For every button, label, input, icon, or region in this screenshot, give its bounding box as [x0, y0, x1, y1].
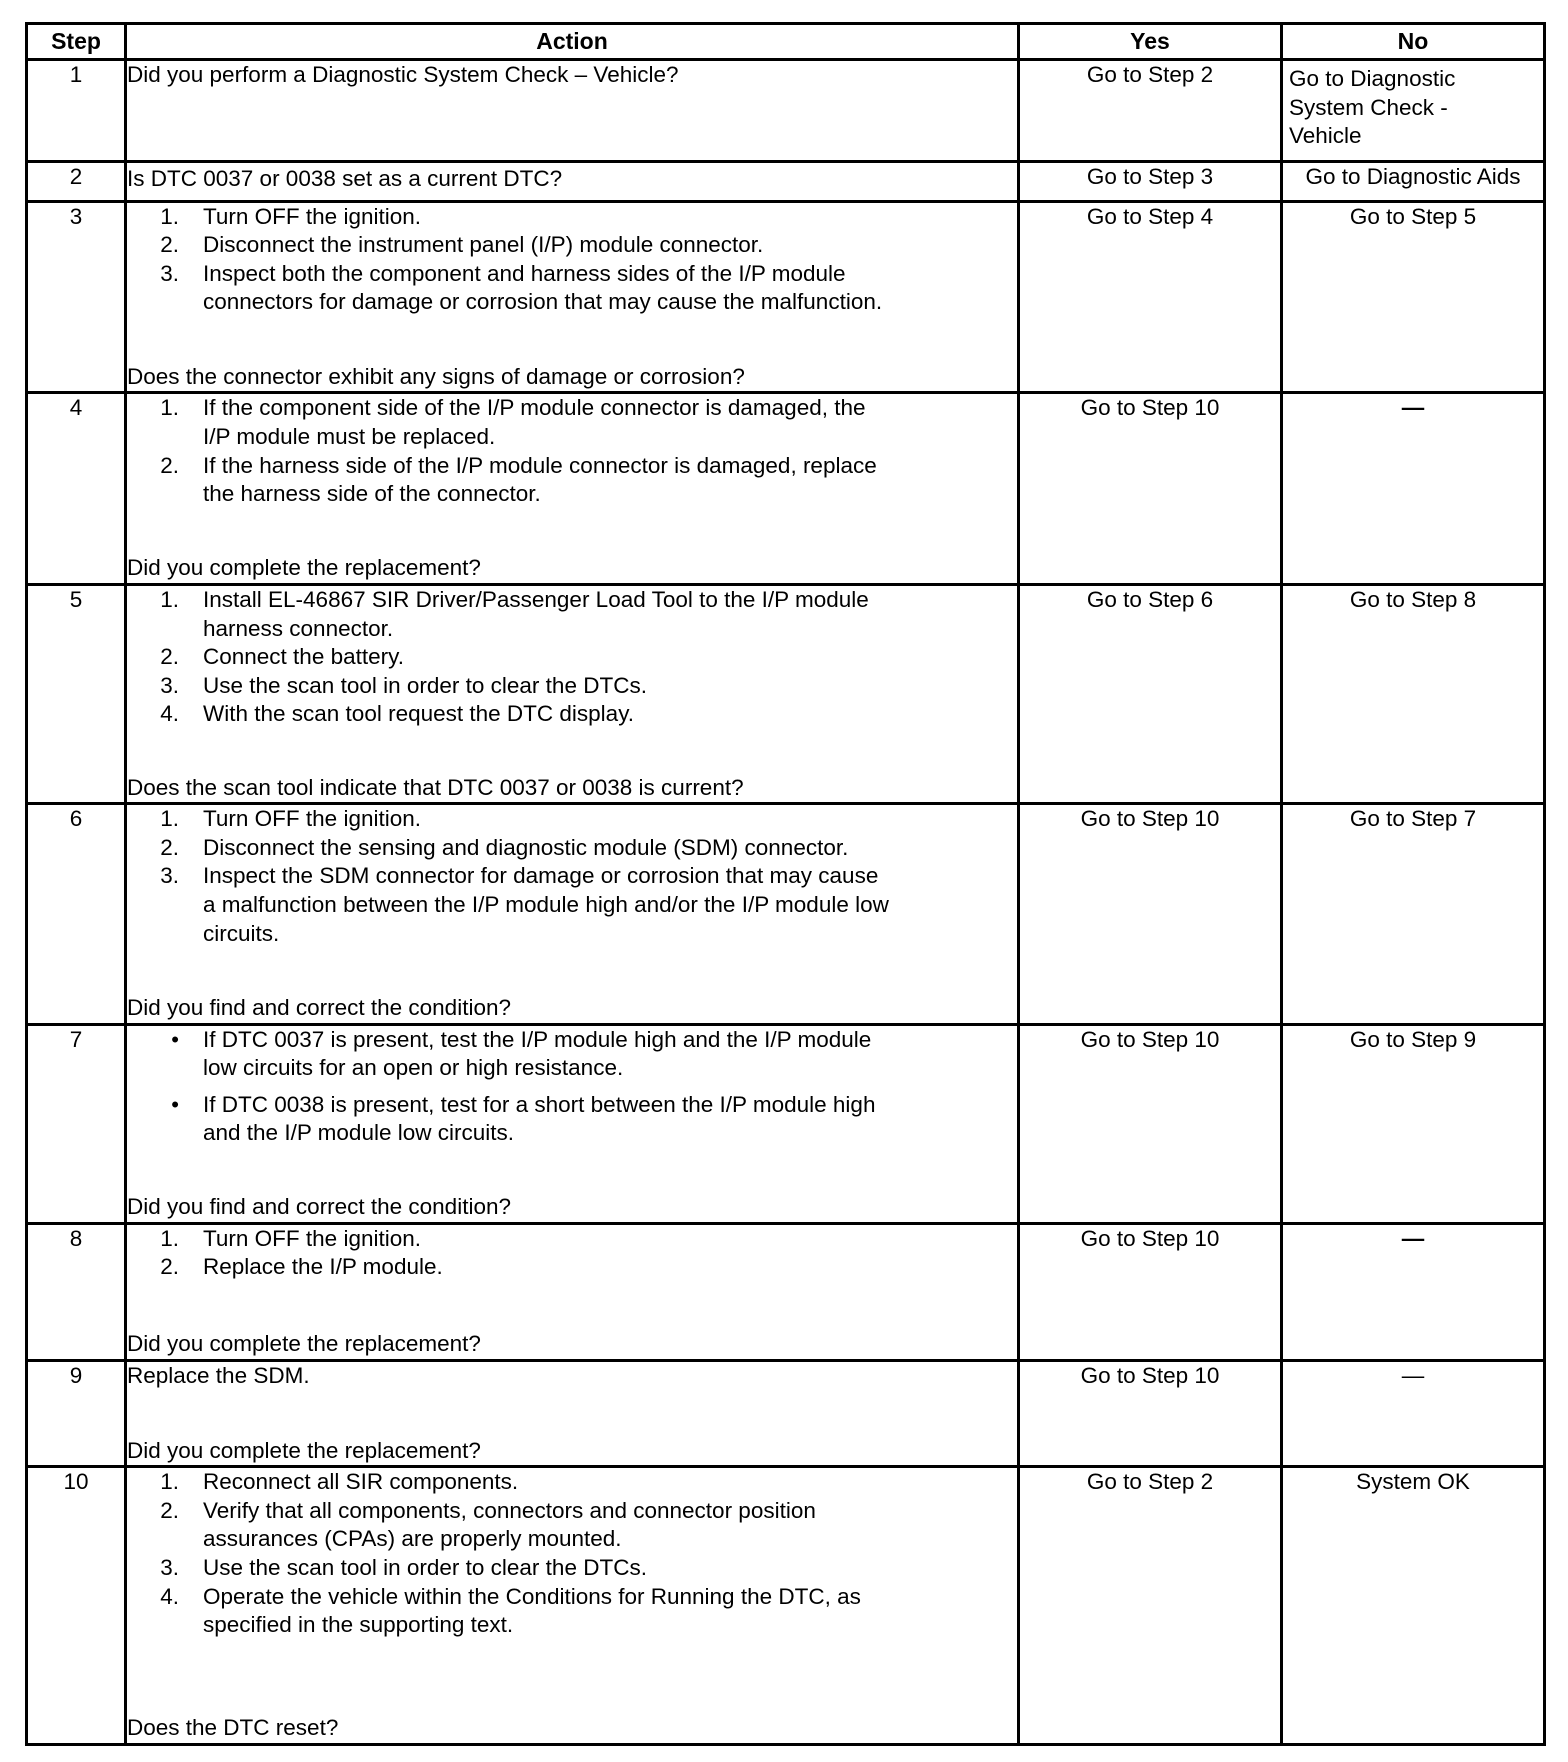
yes-cell: Go to Step 10: [1019, 1024, 1282, 1223]
action-question: Is DTC 0037 or 0038 set as a current DTC?: [127, 166, 563, 192]
header-no: No: [1282, 24, 1545, 60]
step-number: 7: [27, 1024, 126, 1223]
instruction-list: [127, 1468, 1017, 1639]
no-dash: —: [1282, 1223, 1545, 1360]
table-row: [27, 1223, 1545, 1360]
table-row: [27, 1467, 1545, 1745]
list-item: 1. Install EL-46867 SIR Driver/Passenger Load Tool to the I/P module harness connector.: [160, 587, 869, 641]
yes-cell: Go to Step 10: [1019, 393, 1282, 585]
list-item: • If DTC 0037 is present, test the I/P module high and the I/P module low circuits for an open or high resistance.: [171, 1026, 872, 1081]
action-cell: [126, 162, 1019, 202]
step-number: 1: [27, 60, 126, 162]
yes-cell: Go to Step 4: [1019, 201, 1282, 393]
list-item: 1. If the component side of the I/P module connector is damaged, the I/P module must be replaced.: [160, 395, 866, 449]
no-line: Vehicle: [1289, 123, 1362, 149]
list-item: 1. Turn OFF the ignition.: [160, 806, 422, 832]
instruction-list: [127, 203, 1017, 317]
table-row: [27, 804, 1545, 1024]
list-item: 2. Verify that all components, connectors and connector position assurances (CPAs) are properly mounted.: [160, 1497, 816, 1552]
no-dash: —: [1282, 393, 1545, 585]
no-cell: System OK: [1282, 1467, 1545, 1745]
table-row: [27, 201, 1545, 393]
list-item: 3. Use the scan tool in order to clear the DTCs.: [160, 672, 647, 698]
list-item: 1. Turn OFF the ignition.: [160, 203, 422, 229]
yes-cell: Go to Step 10: [1019, 1360, 1282, 1467]
header-action: Action: [126, 24, 1019, 60]
yes-cell: Go to Step 10: [1019, 1223, 1282, 1360]
header-row: [27, 24, 1545, 60]
step-number: 2: [27, 162, 126, 202]
action-cell: [126, 1024, 1019, 1223]
list-item: 2. If the harness side of the I/P module connector is damaged, replace the harness side of the connector.: [160, 452, 877, 507]
table-row: [27, 1024, 1545, 1223]
list-item: 3. Inspect the SDM connector for damage or corrosion that may cause a malfunction between the I/P module high and/or the I/P module low circuits.: [160, 863, 889, 946]
list-item: 2. Replace the I/P module.: [160, 1254, 443, 1280]
action-cell: [126, 1467, 1019, 1745]
step-number: 8: [27, 1223, 126, 1360]
action-question: Does the DTC reset?: [127, 1715, 339, 1741]
action-cell: [126, 393, 1019, 585]
yes-cell: Go to Step 6: [1019, 585, 1282, 804]
list-item: 2. Connect the battery.: [160, 644, 404, 670]
instruction-list: [127, 586, 1017, 729]
action-question: Did you complete the replacement?: [127, 1437, 481, 1463]
yes-cell: Go to Step 10: [1019, 804, 1282, 1024]
action-cell: [126, 201, 1019, 393]
list-item: 4. Operate the vehicle within the Conditions for Running the DTC, as specified in the supporting text.: [160, 1583, 861, 1638]
action-question: Did you perform a Diagnostic System Check – Vehicle?: [127, 62, 679, 87]
list-item: 1. Reconnect all SIR components.: [160, 1469, 519, 1495]
action-question: Did you find and correct the condition?: [127, 1194, 511, 1220]
no-line: Go to Diagnostic: [1289, 66, 1456, 91]
instruction-list: [127, 1225, 1017, 1282]
step-number: 6: [27, 804, 126, 1024]
step-number: 4: [27, 393, 126, 585]
list-item: 3. Inspect both the component and harness sides of the I/P module connectors for damage or corrosion that may cause the malfunction.: [160, 260, 883, 315]
instruction-list: [127, 394, 1017, 508]
header-step: Step: [27, 24, 126, 60]
table-row: [27, 60, 1545, 162]
table-row: [27, 162, 1545, 202]
action-cell: [126, 585, 1019, 804]
action-instruction: Replace the SDM.: [127, 1362, 310, 1388]
table-row: [27, 585, 1545, 804]
action-question: Does the scan tool indicate that DTC 0037 or 0038 is current?: [127, 774, 744, 800]
table-row: [27, 1360, 1545, 1467]
instruction-list: [127, 1026, 1017, 1156]
step-number: 10: [27, 1467, 126, 1745]
no-cell: Go to Step 9: [1282, 1024, 1545, 1223]
no-cell: Go to Step 5: [1282, 201, 1545, 393]
list-item: 4. With the scan tool request the DTC display.: [160, 701, 635, 727]
table-row: [27, 393, 1545, 585]
no-cell: Go to Diagnostic Aids: [1282, 162, 1545, 202]
action-cell: [126, 1360, 1019, 1467]
yes-cell: Go to Step 3: [1019, 162, 1282, 202]
action-question: Did you find and correct the condition?: [127, 994, 511, 1020]
list-item: • If DTC 0038 is present, test for a short between the I/P module high and the I/P module low circuits.: [171, 1091, 876, 1146]
list-item: 2. Disconnect the sensing and diagnostic module (SDM) connector.: [160, 834, 849, 860]
action-question: Did you complete the replacement?: [127, 1330, 481, 1356]
header-yes: Yes: [1019, 24, 1282, 60]
no-line: System Check -: [1289, 94, 1448, 120]
list-item: 1. Turn OFF the ignition.: [160, 1225, 422, 1251]
action-cell: [126, 804, 1019, 1024]
action-cell: [126, 1223, 1019, 1360]
no-cell: Go to Step 8: [1282, 585, 1545, 804]
step-number: 3: [27, 201, 126, 393]
list-item: 3. Use the scan tool in order to clear the DTCs.: [160, 1555, 647, 1581]
no-cell: Go to Step 7: [1282, 804, 1545, 1024]
no-dash: —: [1282, 1360, 1545, 1467]
step-number: 5: [27, 585, 126, 804]
action-question: Does the connector exhibit any signs of damage or corrosion?: [127, 363, 745, 389]
no-cell: [1282, 60, 1545, 162]
instruction-list: [127, 805, 1017, 948]
yes-cell: Go to Step 2: [1019, 60, 1282, 162]
list-item: 2. Disconnect the instrument panel (I/P) module connector.: [160, 232, 764, 258]
action-question: Did you complete the replacement?: [127, 555, 481, 581]
step-number: 9: [27, 1360, 126, 1467]
action-cell: [126, 60, 1019, 162]
diagnostic-table: [25, 22, 1546, 1746]
yes-cell: Go to Step 2: [1019, 1467, 1282, 1745]
